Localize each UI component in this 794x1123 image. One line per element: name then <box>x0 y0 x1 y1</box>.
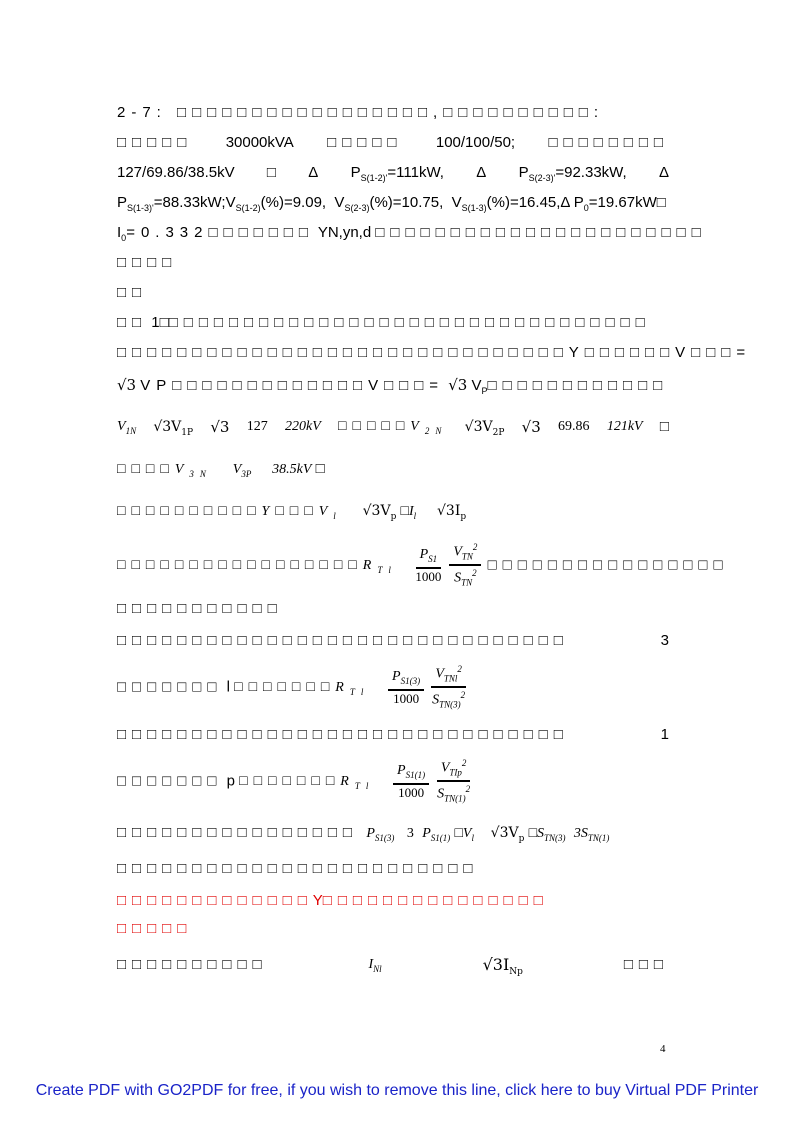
problem-number: 2-7: <box>117 104 167 121</box>
fraction-v-s: $\frac{V_{TN}^2}{S_{TN}^2}$ <box>449 540 481 591</box>
go2pdf-footer-link[interactable]: Create PDF with GO2PDF for free, if you wish to remove this line, click here to buy Virtual PDF Printer <box>35 1082 759 1099</box>
formula-line-14: $□□□□□□□□□□□□□□□□□R_{Tl}$ $\frac{P_{S1}}{1000}$ $\frac{V_{TN}^2}{S_{TN}^2}$ □□□□□□□□□□□□□□□□ <box>117 540 669 586</box>
red-highlight-line-2: □□□□□ <box>117 920 193 937</box>
text-line-8: □□ 1□□□□□□□□□□□□□□□□□□□□□□□□□□□□□□□□□ <box>117 314 651 331</box>
problem-text: □□□□□□□□□□□□□□□□□,□□□□□□□□□□: <box>177 104 604 121</box>
red-highlight-line-1: □□□□□□□□□□□□□Y□□□□□□□□□□□□□□□ <box>117 892 549 909</box>
text-line-3: 127/69.86/38.5kV □ Δ $P_{S(1-2)'}=111kW$, Δ $P_{S(2-3)'}=92.33kW$, Δ <box>117 164 669 183</box>
text-line-16: □□□□□□□□□□□□□□□□□□□□□□□□□□□□□□ 3 <box>117 632 669 649</box>
text-line-10: √3 VP□□□□□□□□□□□□□V□□□= √3 $V_P□□□□□□□□□□□□$ <box>117 376 669 396</box>
formula-line-19: □□□□□□□ p $□□□□□□□R_{Tl}$ $\frac{P_{S1(1)}}{1000}$ $\frac{V_{TIp}^2}{S_{TN(1)}^2}$ <box>117 758 471 804</box>
formula-line-11: $V_{1N}$ $√3V_{1P}$ √3 127 220kV $□□□□□V_{2N}$ $√3V_{2P}$ √3 69.86 121kV □ <box>117 418 669 438</box>
formula-line-20: □□□□□□□□□□□□□□□□ $P_{S1(3)}$ 3 $P_{S1(1)}$ $□V_l$ $√3V_p$ $□S_{TN(3)}$ $3S_{TN(1)}$ <box>117 824 610 844</box>
text-line-18: □□□□□□□□□□□□□□□□□□□□□□□□□□□□□□ 1 <box>117 726 669 743</box>
formula-line-17: □□□□□□□ l $□□□□□□□R_{Tl}$ $\frac{P_{S1(3)}}{1000}$ $\frac{V_{TNl}^2}{S_{TN(3)}^2}$ <box>117 664 466 710</box>
fraction-ps-1000: $\frac{P_{S1}}{1000}$ <box>415 547 442 584</box>
text-line-5: $I_0=0.332□□□□□□□$ YN,yn,d □□□□□□□□□□□□□□□□□□□□□□ <box>117 224 707 243</box>
text-line-21: □□□□□□□□□□□□□□□□□□□□□□□□ <box>117 860 479 877</box>
page-number: 4 <box>660 1043 666 1055</box>
problem-heading <box>117 104 669 122</box>
text-line-9: □□□□□□□□□□□□□□□□□□□□□□□□□□□□□□Y□□□□□□V□□□= <box>117 344 752 361</box>
formula-line-12: $□□□□V_{3N}$ $V_{3P}$ 38.5kV □ <box>117 460 325 479</box>
solution-label: □□ <box>117 284 148 301</box>
text-line-2: □□□□□ 30000kVA □□□□□ 100/100/50; □□□□□□□□ <box>117 134 669 151</box>
formula-line-13: $□□□□□□□□□□Y□□□V_l$ $√3V_p$ $□I_l$ $√3I_p$ <box>117 503 467 522</box>
text-line-4: $P_{S(1-3)'}=88.33kW;V_{S(1-2)}(\%)=9.09$, $V_{S(2-3)}(\%)=10.75$, $V_{S(1-3)}(\%)=16.45,\Delta$ $P_0=19.67kW□$ <box>117 194 666 213</box>
formula-line-24: □□□□□□□□□□ $I_{Nl}$ $√3I_{Np}$ □□□ <box>117 955 669 978</box>
text-line-6: □□□□ <box>117 254 178 271</box>
text-line-15: □□□□□□□□□□□ <box>117 600 283 617</box>
